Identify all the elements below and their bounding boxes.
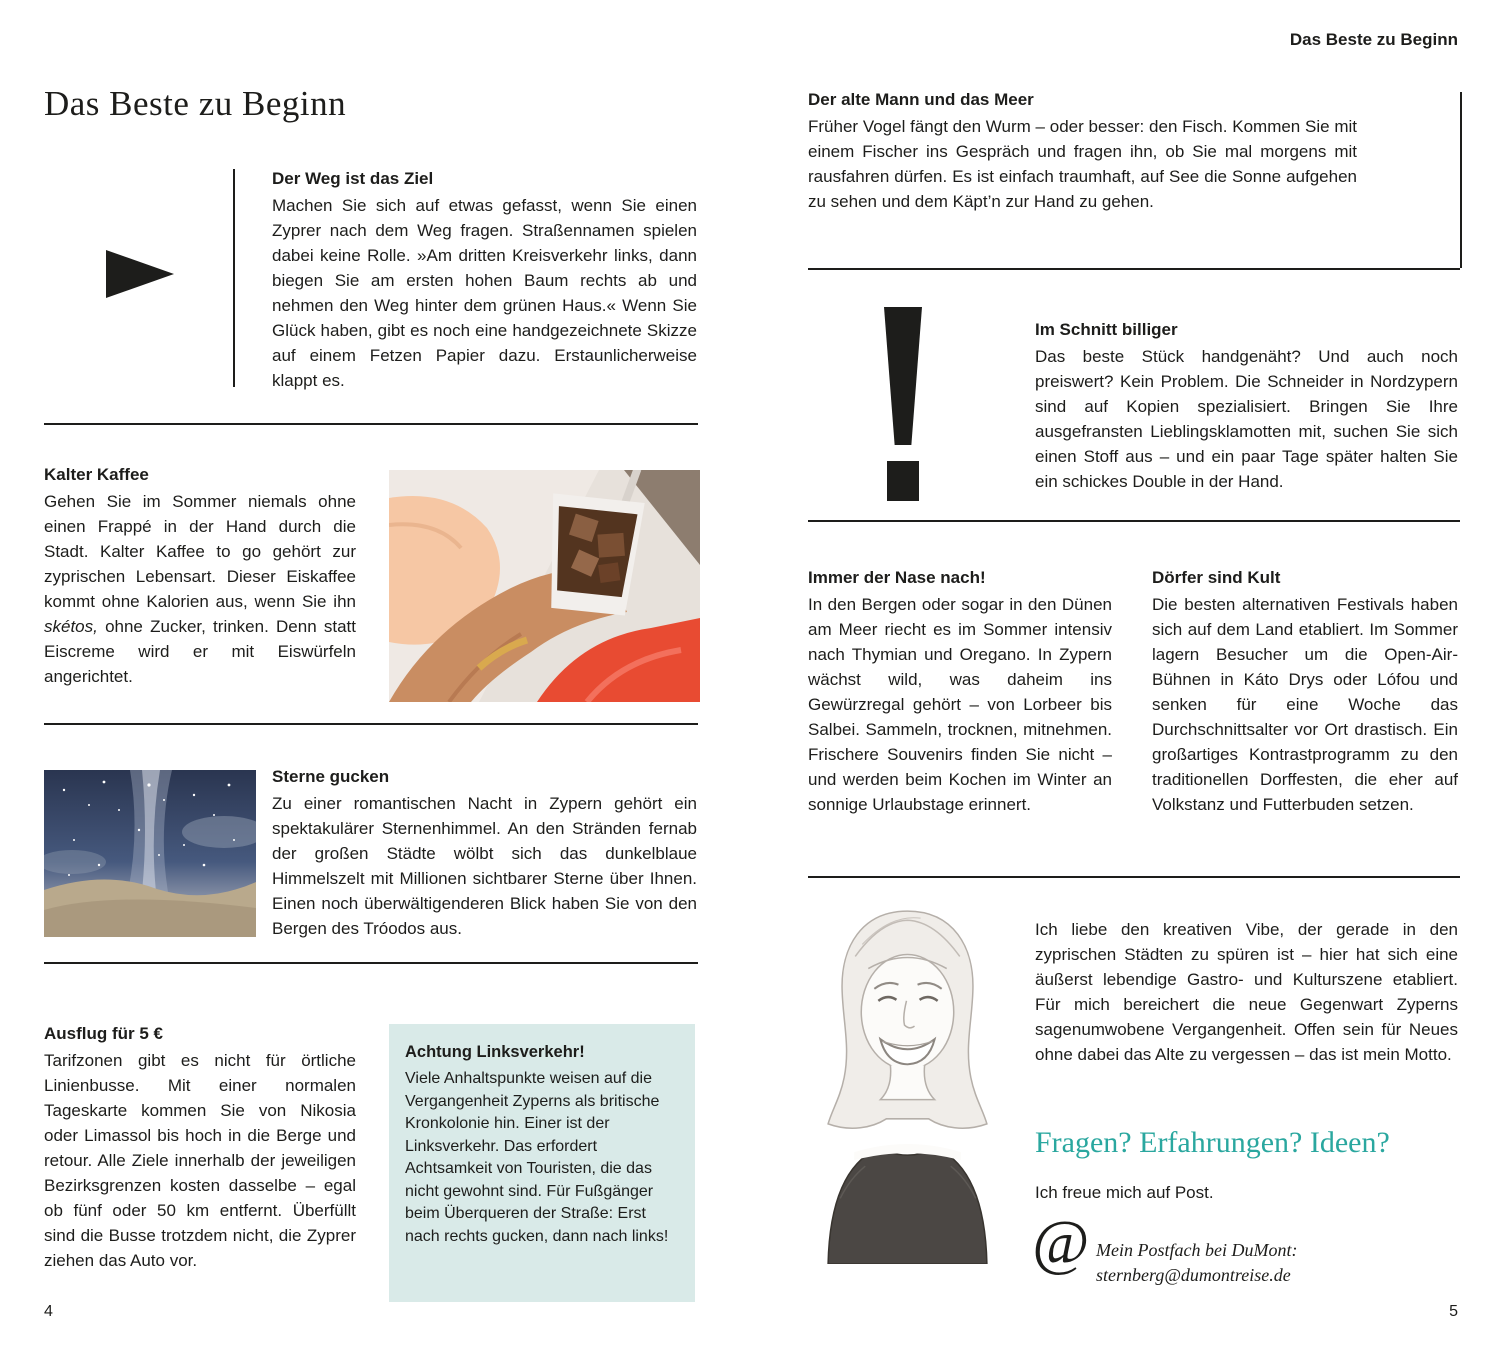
section-doerfer-sind-kult xyxy=(1152,565,1458,817)
section-body: In den Bergen oder sogar in den Dünen am Meer riecht es im Sommer intensiv nach Thymian und Oregano. In Zypern wächst wild, was daheim ins Gewürzregal gehört – von Lorbeer bis Salbei. Sammeln, trocknen, mitnehmen. Frischere Souvenirs finden Sie nicht – und werden beim Kochen im Winter an sonnige Urlaubstage erinnert. xyxy=(808,595,1112,814)
callout-heading: Achtung Linksverkehr! xyxy=(405,1043,585,1061)
section-der-alte-mann-und-das-meer xyxy=(808,87,1357,214)
body-text: Gehen Sie im Sommer niemals ohne einen Frappé in der Hand durch die Stadt. Kalter Kaffee to go gehört zur zyprischen Lebensart. Dieser Eiskaffee kommt ohne Kalorien aus, wenn Sie ihn xyxy=(44,492,356,611)
divider-rule xyxy=(44,423,698,425)
divider-rule xyxy=(808,876,1460,878)
section-body: Das beste Stück handgenäht? Und auch noch preiswert? Kein Problem. Die Schneider in Nordzypern sind auf Kopien spezialisiert. Bringen Sie Ihre ausgefransten Lieblingsklamotten mit, suchen Sie sich einen Stoff aus – und ein paar Tage später halten Sie ein schickes Double in der Hand. xyxy=(1035,347,1458,491)
section-body: Zu einer romantischen Nacht in Zypern gehört ein spektakulärer Sternenhimmel. An den Stränden fernab der großen Städte wölbt sich das dunkelblaue Himmelszelt mit Millionen sichtbarer Sterne über Ihnen. Einen noch überwältigenderen Blick haben Sie von den Bergen des Tróodos aus. xyxy=(272,794,697,938)
divider-rule xyxy=(44,962,698,964)
section-body: Tarifzonen gibt es nicht für örtliche Linienbusse. Mit einer normalen Tageskarte kommen Sie von Nikosia oder Limassol bis hoch in die Berge und retour. Alle Ziele innerhalb der jeweiligen Bezirksgrenzen kosten dasselbe – egal ob fünf oder 50 km entfernt. Überfüllt sind die Busse trotzdem nicht, die Zyprer ziehen das Auto vor. xyxy=(44,1051,356,1270)
section-der-weg-ist-das-ziel xyxy=(272,166,697,393)
contact-line-1: Mein Postfach bei DuMont: xyxy=(1096,1240,1298,1260)
contact-info xyxy=(1096,1238,1458,1288)
running-head: Das Beste zu Beginn xyxy=(1289,30,1458,49)
page-number-left: 4 xyxy=(44,1303,53,1320)
section-heading: Der Weg ist das Ziel xyxy=(272,169,434,188)
author-portrait-sketch xyxy=(810,896,1006,1264)
section-im-schnitt-billiger xyxy=(1035,317,1458,494)
vertical-rule xyxy=(233,169,235,387)
exclamation-bar xyxy=(884,307,922,445)
section-heading: Kalter Kaffee xyxy=(44,465,149,484)
body-text-italic: skétos, xyxy=(44,617,98,636)
section-heading: Ausflug für 5 € xyxy=(44,1024,164,1043)
starry-sky-illustration xyxy=(44,770,256,937)
section-heading: Der alte Mann und das Meer xyxy=(808,90,1034,109)
cta-subtext: Ich freue mich auf Post. xyxy=(1035,1183,1214,1202)
section-body xyxy=(44,489,356,689)
vertical-rule xyxy=(1460,92,1462,268)
section-sterne-gucken xyxy=(272,764,697,941)
section-ausflug-fuer-5-euro xyxy=(44,1021,356,1273)
section-immer-der-nase-nach xyxy=(808,565,1112,817)
exclamation-dot xyxy=(887,461,919,501)
divider-rule xyxy=(44,723,698,725)
author-body: Ich liebe den kreativen Vibe, der gerade in den zyprischen Städten zu spüren ist – hier hat sich eine äußerst lebendige Gastro- und Kulturszene etabliert. Für mich bereichert die neue Gegenwart Zyperns sagenumwobene Vergangenheit. Offen sein für Neues ohne dabei das Alte zu vergessen – das ist mein Motto. xyxy=(1035,920,1458,1064)
page-title: Das Beste zu Beginn xyxy=(44,84,347,123)
section-heading: Dörfer sind Kult xyxy=(1152,568,1281,587)
callout-body: Viele Anhaltspunkte weisen auf die Vergangenheit Zyperns als britische Kronkolonie hin. Einer ist der Linksverkehr. Das erfordert Achtsamkeit von Touristen, die das nicht gewohnt sind. Für Fußgänger beim Überqueren der Straße: Erst nach rechts gucken, dann nach links! xyxy=(405,1070,669,1245)
section-body: Machen Sie sich auf etwas gefasst, wenn Sie einen Zyprer nach dem Weg fragen. Straßennamen spielen dabei keine Rolle. »Am dritten Kreisverkehr links, dann biegen Sie am ersten hohen Baum rechts ab und nehmen den Weg hinter dem grünen Haus.« Wenn Sie Glück haben, gibt es noch eine handgezeichnete Skizze auf einem Fetzen Papier dazu. Erstaunlicherweise klappt es. xyxy=(272,196,697,390)
contact-email: sternberg@dumontreise.de xyxy=(1096,1265,1291,1285)
play-triangle-icon xyxy=(106,250,174,298)
portrait-illustration xyxy=(810,896,1006,1264)
divider-rule xyxy=(808,520,1460,522)
section-heading: Immer der Nase nach! xyxy=(808,568,986,587)
at-sign-icon: @ xyxy=(1032,1209,1090,1277)
section-body: Früher Vogel fängt den Wurm – oder besser: den Fisch. Kommen Sie mit einem Fischer ins Gespräch und fragen ihn, ob Sie mal morgens mit rausfahren dürfen. Es ist einfach traumhaft, auf See die Sonne aufgehen zu sehen und dem Käpt’n zur Hand zu gehen. xyxy=(808,117,1357,211)
body-text: ohne Zucker, trinken. Denn statt Eiscreme wird er mit Eiswürfeln angerichtet. xyxy=(44,617,356,686)
iced-coffee-illustration xyxy=(389,470,700,702)
divider-rule xyxy=(808,268,1460,270)
section-kalter-kaffee xyxy=(44,462,356,689)
cta-heading: Fragen? Erfahrungen? Ideen? xyxy=(1035,1126,1390,1159)
section-body: Die besten alternativen Festivals haben sich auf dem Land etabliert. Im Sommer lagern Besucher um die Open-Air-Bühnen in Káto Drys oder Lófou und senken für eine Woche das Durchschnittsalter vor Ort drastisch. Ein großartiges Kontrastprogramm zu den traditionellen Dorffesten, die eher auf Volkstanz und Futterbuden setzen. xyxy=(1152,595,1458,814)
section-heading: Sterne gucken xyxy=(272,767,390,786)
starry-sky-photo xyxy=(44,770,256,937)
callout-box-linksverkehr xyxy=(389,1024,695,1302)
author-statement xyxy=(1035,917,1458,1067)
exclamation-mark-icon xyxy=(884,307,922,501)
section-heading: Im Schnitt billiger xyxy=(1035,320,1178,339)
page-number-right: 5 xyxy=(1449,1303,1458,1320)
iced-coffee-photo xyxy=(389,470,700,702)
